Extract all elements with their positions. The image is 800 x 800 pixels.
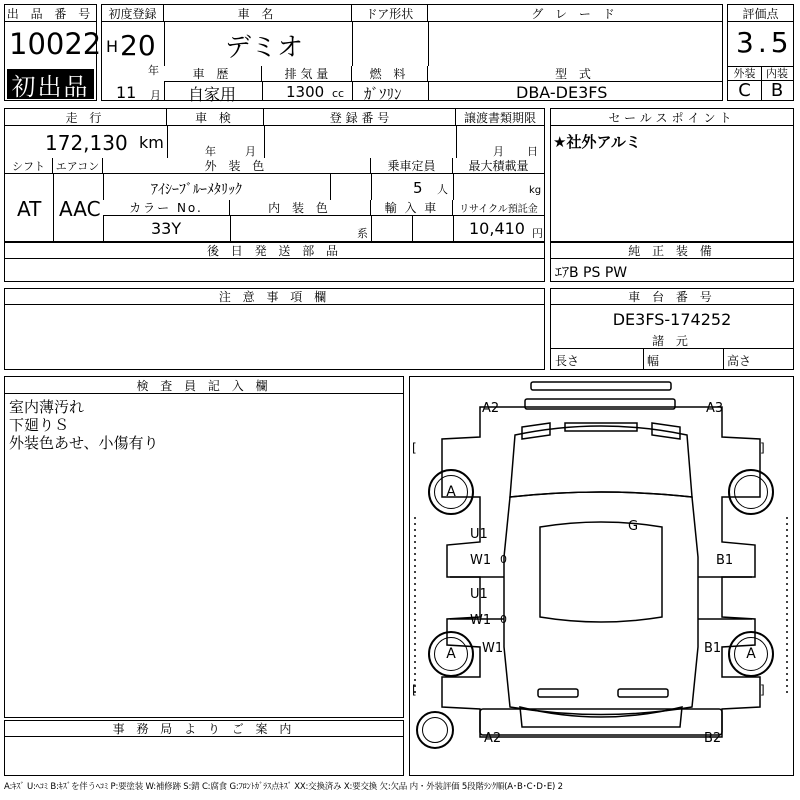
equipment-value: ｴｱB PS PW [555,265,628,281]
import-label: 輸 入 車 [371,200,453,216]
damage-b1-rear-fender: B1 [704,641,722,656]
length-label: 長さ [555,354,580,368]
car-outline [410,377,793,775]
damage-a2-rear: A2 [484,731,502,746]
first-reg-era: H [106,37,119,56]
capacity-label: 乗車定員 [371,158,453,174]
bracket-left-top: [ [412,441,417,455]
shift-label: シフト [5,158,53,174]
max-load-label: 最大積載量 [453,158,544,174]
ext-rating-label: 外装 [728,66,761,81]
height-label: 高さ [727,354,752,368]
inspector-label: 検 査 員 記 入 欄 [5,377,403,394]
wheel-rear-left [428,631,474,677]
int-rating-value: B [770,80,784,101]
rating-box [727,4,794,101]
first-reg-label: 初度登録 [102,5,164,22]
wheel-rear-right [728,631,774,677]
inspector-line: 室内薄汚れ [9,398,85,416]
shift-value: AT [17,197,42,221]
capacity-value: 5 [413,179,423,197]
ext-color-label: 外 装 色 [103,158,371,174]
fuel-label: 燃 料 [352,66,428,82]
displacement-label: 排 気 量 [262,66,352,82]
wheel-front-left [428,469,474,515]
office-label: 事 務 局 よ り ご 案 内 [5,721,403,737]
equipment-label: 純 正 装 備 [551,243,793,259]
rating-value: 3.5 [736,26,793,59]
history-value: 自家用 [188,85,237,104]
ext-rating-value: C [738,80,751,101]
grade-label: グ レ ー ド [428,5,722,22]
first-listing-badge: 初出品 [7,69,94,99]
inspection-label: 車 検 [167,109,264,126]
wheel-fl-mark: A [434,475,468,509]
aircon-label: エアコン [53,158,103,174]
lot-number: 10022 [9,27,102,61]
chassis-label: 車 台 番 号 [551,289,793,305]
first-reg-month-unit: 月 [150,89,161,102]
later-parts-box [4,242,545,282]
int-rating-label: 内装 [761,66,793,81]
inspector-line: 下廻りＳ [9,416,70,434]
lot-label: 出 品 番 号 [6,6,95,21]
damage-u1-rear-door: U1 [470,587,488,602]
equipment-box [550,242,794,282]
first-reg-year-unit: 年 [148,64,159,77]
car-name-label: 車 名 [164,5,352,22]
office-box [4,720,404,776]
car-name-value: デミオ [225,33,304,63]
recycle-label: リサイクル預託金 [453,200,544,216]
color-no-label: カラー No. [103,200,230,216]
inspector-line: 外装色あせ、小傷有り [9,434,159,452]
damage-w1-rear-fender: W1 [482,641,504,656]
bracket-right-top: ] [760,441,765,455]
model-label: 型 式 [428,66,722,82]
displacement-unit: cc [332,87,345,100]
wheel-rr-mark: A [734,637,768,671]
wheel-rl-mark: A [434,637,468,671]
vehicle-info-grid [101,4,723,104]
aircon-value: AAC [59,197,101,221]
wheel-front-right [728,469,774,515]
mileage-label: 走 行 [5,109,167,126]
first-reg-year: 20 [120,29,156,62]
fuel-value: ｶﾞｿﾘﾝ [364,85,402,103]
sales-point-value: ★社外アルミ [553,133,641,151]
width-label: 幅 [647,354,660,368]
transfer-label: 譲渡書類期限 [456,109,544,126]
int-color-unit: 系 [357,227,368,240]
detail-grid [4,108,545,242]
transfer-month-unit: 月 [493,145,504,158]
legend-text: A:ｷｽﾞ U:ﾍｺﾐ B:ｷｽﾞを伴うﾍｺﾐ P:要塗装 W:補修跡 S:錆 C:腐食 G:ﾌﾛﾝﾄｶﾞﾗｽ点ｷｽﾞ XX:交換済み X:要交換 欠:欠品 内・外装評価 5段階ﾗﾝｸ順(A･B･C･D･E) 2 [4,782,563,792]
bracket-right-bottom: ] [760,683,765,697]
inspection-month-unit: 月 [245,145,256,158]
damage-b1-right-door: B1 [716,553,734,568]
transfer-day-unit: 日 [527,145,538,158]
spare-tire [416,711,454,749]
first-reg-month: 11 [116,83,137,102]
mileage-value: 172,130 [45,131,128,155]
dims-label: 諸 元 [551,333,793,349]
color-no-value: 33Y [151,219,182,238]
sales-point-box [550,108,794,242]
damage-zero-rear: 0 [500,613,507,626]
int-color-label: 内 装 色 [230,200,371,216]
recycle-value: 10,410 [469,219,525,238]
damage-a2-front: A2 [482,401,500,416]
chassis-value: DE3FS-174252 [612,309,732,329]
sales-point-label: セールスポイント [551,109,793,126]
mileage-unit: km [139,133,164,152]
notes-label: 注 意 事 項 欄 [5,289,544,305]
rating-label: 評価点 [728,5,793,22]
damage-u1-front-door: U1 [470,527,488,542]
door-label: ドア形状 [352,5,428,22]
model-value: DBA-DE3FS [516,83,608,102]
damage-b2-rear: B2 [704,731,722,746]
displacement-value: 1300 [286,83,325,101]
damage-a3-front: A3 [706,401,724,416]
bracket-left-bottom: [ [412,683,417,697]
capacity-unit: 人 [437,183,448,196]
chassis-box [550,288,794,370]
notes-box [4,288,545,370]
damage-zero-front: 0 [500,553,507,566]
inspection-year-unit: 年 [205,145,216,158]
damage-w1-rear-door: W1 [470,613,492,628]
history-label: 車 歴 [164,66,262,82]
inspector-box [4,376,404,718]
car-diagram [409,376,794,776]
ext-color-value: ｱｲｼｰﾌﾞﾙｰﾒﾀﾘｯｸ [151,182,242,198]
reg-no-label: 登 録 番 号 [264,109,456,126]
damage-g-glass: G [628,519,639,534]
later-parts-label: 後 日 発 送 部 品 [5,243,544,259]
damage-w1-front-door: W1 [470,553,492,568]
max-load-unit: kg [529,185,542,196]
lot-box [4,4,102,101]
recycle-unit: 円 [532,227,543,240]
